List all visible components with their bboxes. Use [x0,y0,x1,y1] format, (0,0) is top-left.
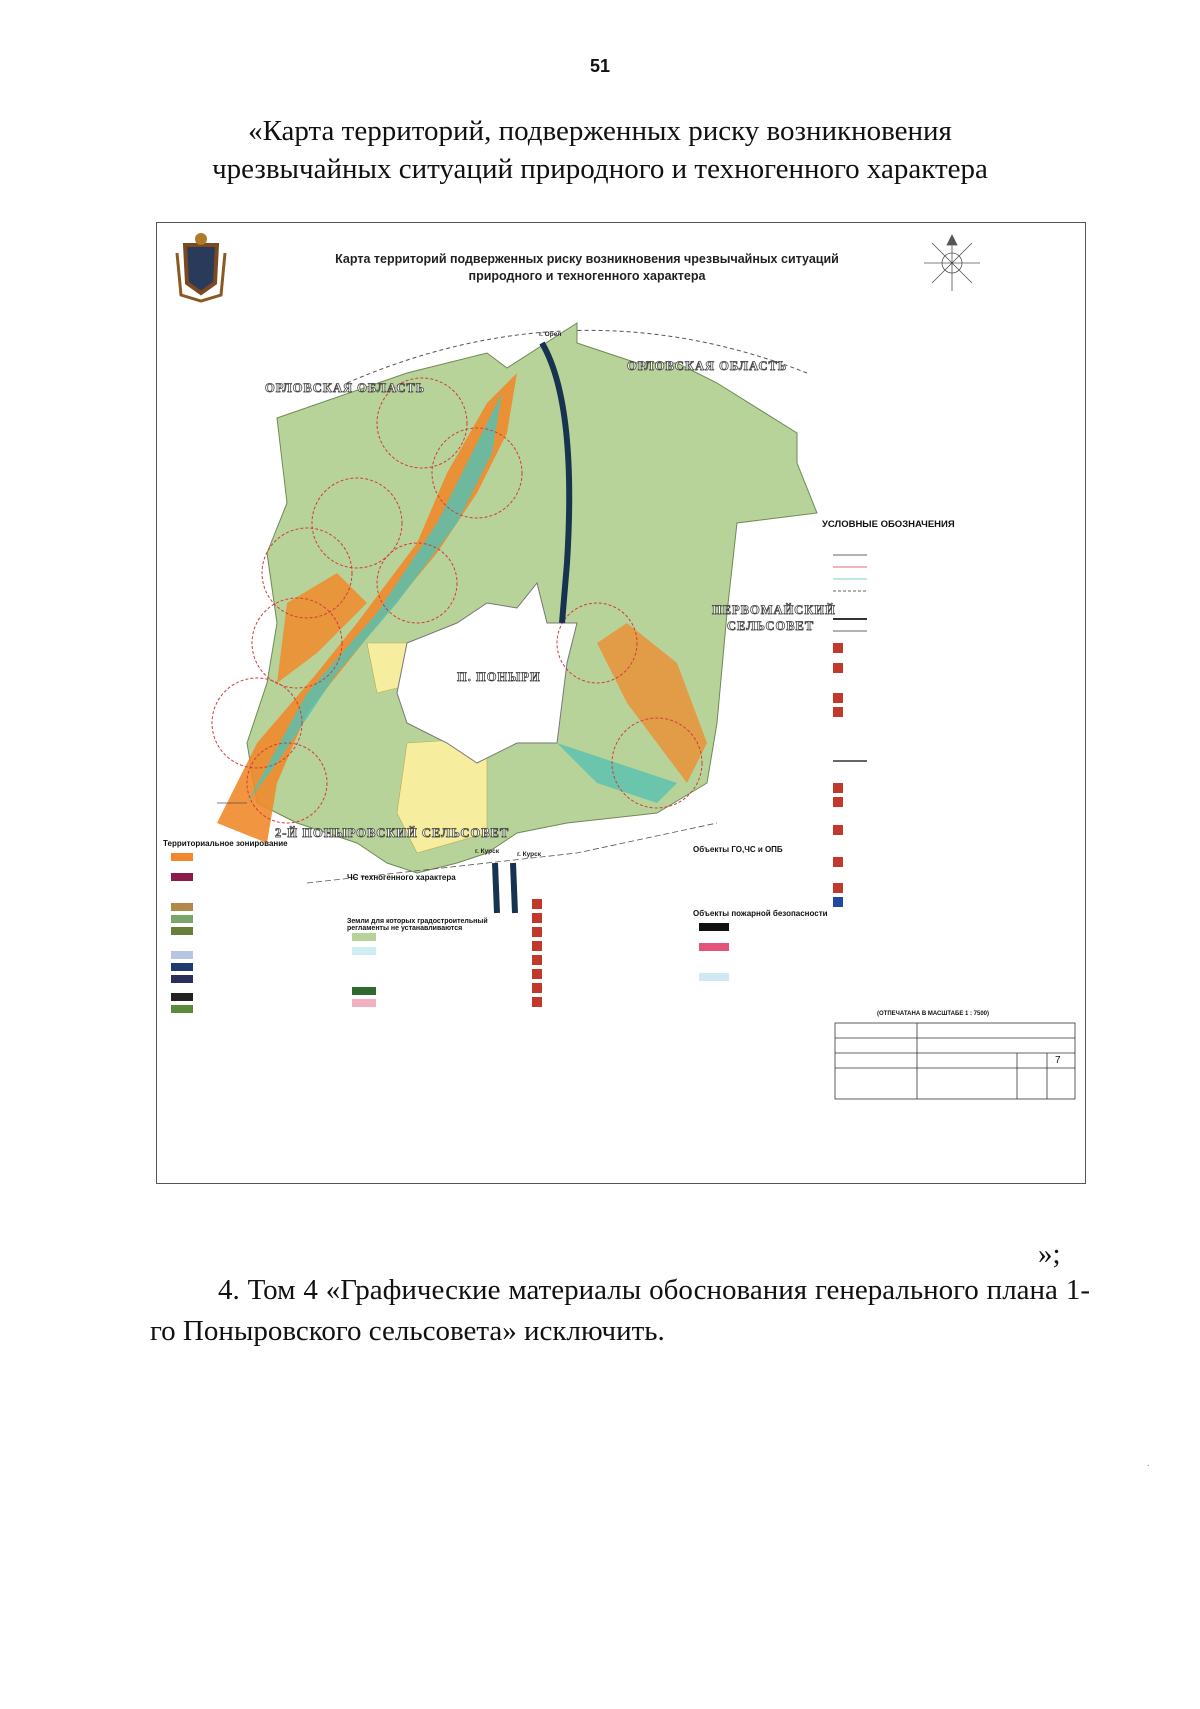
heading-line-1: «Карта территорий, подверженных риску возникновения [248,115,952,147]
council-label-east-1: ПЕРВОМАЙСКИЙ [712,603,836,617]
legend-fire-safety-title: Объекты пожарной безопасности [693,909,828,918]
road-label-south-1: г. Курск [475,848,500,855]
map-figure [156,222,1086,1184]
coat-of-arms-icon [177,233,225,301]
heading-line-2: чрезвычайных ситуаций природного и техногенного характера [212,153,988,185]
map-drawing [157,223,1085,1183]
region-label-west: ОРЛОВСКАЯ ОБЛАСТЬ [265,381,426,395]
scale-note: (ОТПЕЧАТАНА В МАСШТАБЕ 1 : 7500) [877,1011,990,1017]
paragraph-text: 4. Том 4 «Графические материалы обоснования генерального плана 1-го Поныровского сельсовета» исключить. [150,1274,1090,1347]
legend-fire-swatches [699,923,729,981]
legend-title: УСЛОВНЫЕ ОБОЗНАЧЕНИЯ [822,519,955,530]
body-paragraph [150,1270,1090,1352]
legend-zoning-title: Территориальное зонирование [163,839,288,848]
legend-objects-icons [532,899,542,1007]
legend-land-title: Земли для которых градостроительный регламенты не устанавливаются [347,918,488,932]
legend-civil-defense-title: Объекты ГО,ЧС и ОПБ [693,845,783,854]
legend-right-icons [833,643,843,907]
region-label-east: ОРЛОВСКАЯ ОБЛАСТЬ [627,359,788,373]
road-label-south-2: г. Курск [517,851,542,858]
legend-zoning-swatches [171,853,193,1013]
map-title-line-2: природного и техногенного характера [468,269,706,283]
page-number: 51 [589,56,611,76]
legend-tech-title: ЧС техногенного характера [347,873,456,882]
road-label-north: г. Орел [539,331,562,338]
sheet-number: 7 [1055,1055,1061,1066]
town-label: П. ПОНЫРИ [457,670,541,684]
corner-mark: . [1147,1458,1150,1469]
compass-rose-icon [924,235,980,291]
council-label-south: 2-Й ПОНЫРОВСКИЙ СЕЛЬСОВЕТ [275,826,510,840]
map-title [327,251,847,285]
closing-quote: »; [1038,1238,1061,1270]
document-heading [80,112,1120,188]
title-block [835,1023,1075,1099]
map-title-line-1: Карта территорий подверженных риску возникновения чрезвычайных ситуаций [335,252,839,266]
council-label-east-2: СЕЛЬСОВЕТ [727,619,815,633]
legend-tech-swatches [352,933,376,1007]
